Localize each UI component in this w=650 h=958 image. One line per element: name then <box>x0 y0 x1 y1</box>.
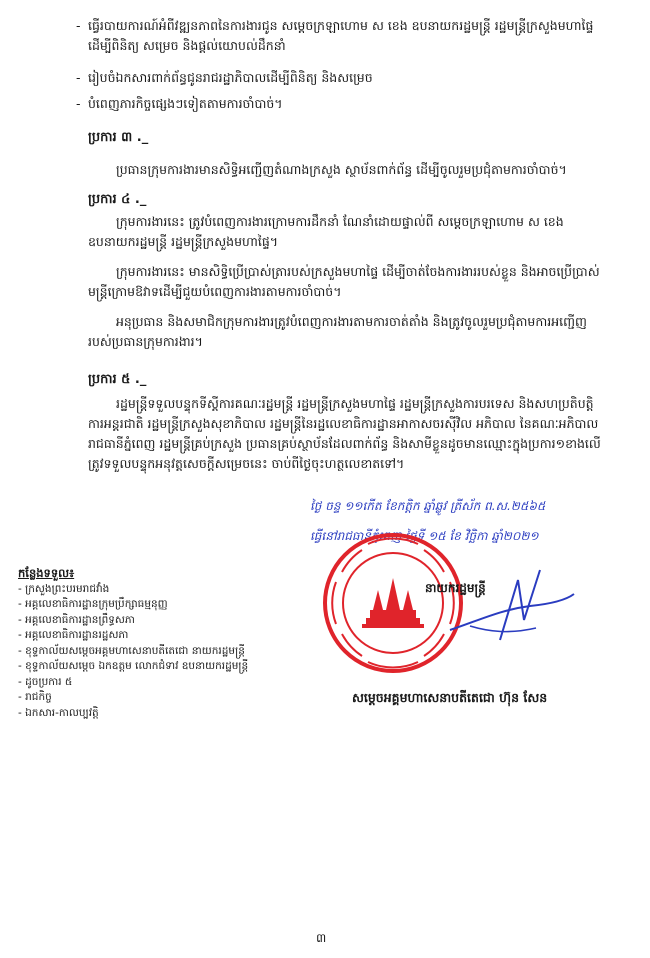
recipients-list <box>18 566 308 721</box>
article-4-paragraph-1: ក្រុមការងារនេះ ត្រូវបំពេញការងារក្រោមការដឹកនាំ ណែនាំដោយផ្ទាល់ពី សម្តេចក្រឡាហោម ស ខេង ឧបនាយករដ្ឋមន្ត្រី រដ្ឋមន្ត្រីក្រសួងមហាផ្ទៃ។ <box>88 214 564 249</box>
article-3-text: ប្រធានក្រុមការងារមានសិទ្ធិអញ្ជើញតំណាងក្រសួង ស្ថាប័នពាក់ព័ន្ធ ដើម្បីចូលរួមប្រជុំតាមការចាំបាច់។ <box>116 162 567 177</box>
article-5-text: រដ្ឋមន្ត្រីទទួលបន្ទុកទីស្តីការគណៈរដ្ឋមន្ត្រី រដ្ឋមន្ត្រីក្រសួងមហាផ្ទៃ រដ្ឋមន្ត្រីក្រសួងការបរទេស និងសហប្រតិបត្តិការអន្តរជាតិ រដ្ឋមន្ត្រីក្រសួងសុខាភិបាល រដ្ឋមន្ត្រីនៃរដ្ឋលេខាធិការដ្ឋានអាកាសចរស៊ីវិល អភិបាល នៃគណៈអភិបាលរាជធានីភ្នំពេញ រដ្ឋមន្ត្រីគ្រប់ក្រសួង ប្រធានគ្រប់ស្ថាប័នដែលពាក់ព័ន្ធ និងសាមីខ្លួនដូចមានឈ្មោះក្នុងប្រការ១ខាងលើត្រូវទទួលបន្ទុកអនុវត្តសេចក្តីសម្រេចនេះ ចាប់ពីថ្ងៃចុះហត្ថលេខាតទៅ។ <box>88 396 601 471</box>
bullet-other-tasks: - បំពេញភារកិច្ចផ្សេងៗទៀតតាមការចាំបាច់។ <box>88 94 608 114</box>
recipient-item: - រាជកិច្ច <box>18 691 52 703</box>
lunar-date-line: ថ្ងៃ ចន្ទ ១១កើត ខែកត្តិក ឆ្នាំឆ្លូវ ត្រីស័ក ព.ស.២៥៦៥ <box>310 499 546 513</box>
signer-title: នាយករដ្ឋមន្ត្រី <box>425 581 486 595</box>
bullet-report: - ធ្វើរបាយការណ៍អំពីវឌ្ឍនភាពនៃការងារជូន សម្តេចក្រឡាហោម ស ខេង ឧបនាយករដ្ឋមន្ត្រី រដ្ឋមន្ត្រីក្រសួងមហាផ្ទៃ ដើម្បីពិនិត្យ សម្រេច និងផ្តល់យោបល់ដឹកនាំ <box>88 16 608 56</box>
recipient-item: - ក្រសួងព្រះបរមរាជវាំង <box>18 582 110 595</box>
recipient-item: - ខុទ្ទកាល័យសម្តេចអគ្គមហាសេនាបតីតេជោ នាយករដ្ឋមន្ត្រី <box>18 644 245 657</box>
bullet-prepare-docs: - រៀបចំឯកសារពាក់ព័ន្ធជូនរាជរដ្ឋាភិបាលដើម្បីពិនិត្យ និងសម្រេច <box>88 68 608 88</box>
article-4-heading: ប្រការ ៤ ._ <box>88 192 147 207</box>
recipient-item: - អគ្គលេខាធិការដ្ឋានក្រុមប្រឹក្សាធម្មនុញ្ញ <box>18 598 168 610</box>
signer-name: សម្តេចអគ្គមហាសេនាបតីតេជោ ហ៊ុន សែន <box>352 690 548 705</box>
recipients-heading: កន្លែងទទួល៖ <box>18 566 75 580</box>
article-4-paragraph-2: ក្រុមការងារនេះ មានសិទ្ធិប្រើប្រាស់ត្រារបស់ក្រសួងមហាផ្ទៃ ដើម្បីចាត់ចែងការងាររបស់ខ្លួន និងអាចប្រើប្រាស់មន្ត្រីក្រោមឱវាទដើម្បីជួយបំពេញការងារតាមការចាំបាច់។ <box>88 264 600 299</box>
solar-date-line: ធ្វើនៅរាជធានីភ្នំពេញ ថ្ងៃទី ១៥ ខែ វិច្ឆិកា ឆ្នាំ២០២១ <box>310 529 539 543</box>
article-3-heading: ប្រការ ៣ ._ <box>88 130 149 145</box>
recipient-item: - ខុទ្ទកាល័យសម្តេច ឯកឧត្តម លោកជំទាវ ឧបនាយករដ្ឋមន្ត្រី <box>18 660 249 672</box>
recipient-item: - ដូចប្រការ ៥ <box>18 675 73 688</box>
recipient-item: - ឯកសារ-កាលប្បវត្តិ <box>18 706 99 719</box>
page-number: ៣ <box>316 931 327 945</box>
recipient-item: - អគ្គលេខាធិការដ្ឋានព្រឹទ្ធសភា <box>18 613 135 626</box>
handwritten-signature-icon <box>440 560 580 660</box>
recipient-item: - អគ្គលេខាធិការដ្ឋានរដ្ឋសភា <box>18 629 129 641</box>
article-5-heading: ប្រការ ៥ ._ <box>88 372 147 387</box>
article-4-paragraph-3: អនុប្រធាន និងសមាជិកក្រុមការងារត្រូវបំពេញការងារតាមការចាត់តាំង និងត្រូវចូលរួមប្រជុំតាមការអញ្ជើញរបស់ប្រធានក្រុមការងារ។ <box>88 314 587 349</box>
